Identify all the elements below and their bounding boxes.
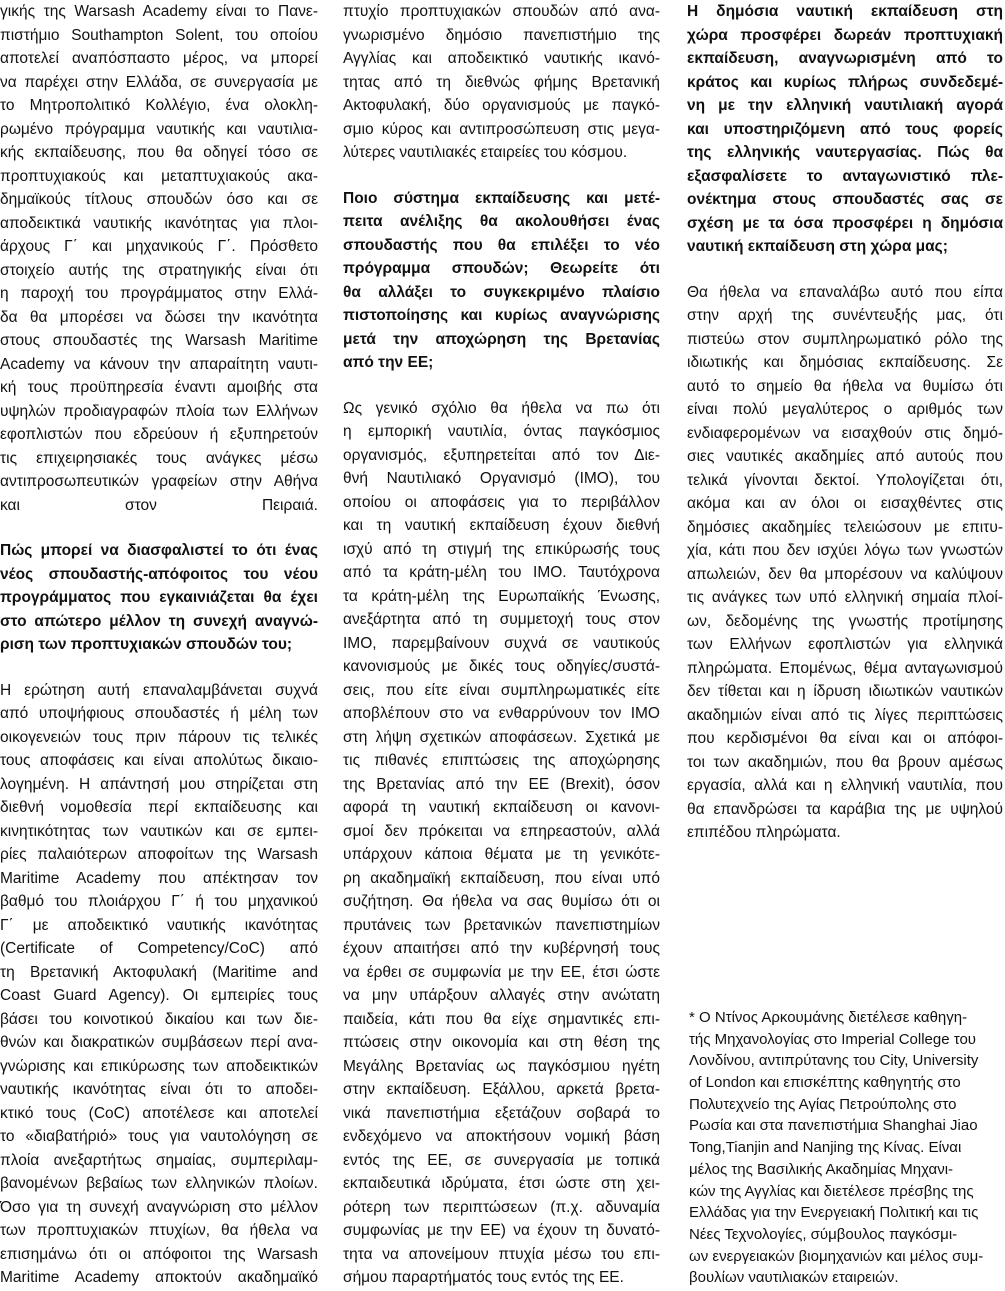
interview-question [687,0,1003,259]
answer-text-line: από υποψήφιους σπουδαστές ή μέλη των [0,705,318,722]
author-footnote-line: κών της Αγγλίας και διετέλεσε πρέσβης της [689,1182,974,1200]
interview-question-line: μετά την αποχώρηση της Βρετανίας [343,330,660,348]
answer-continued-text-line: στοιχείο αυτής της στρατηγικής είναι ότι [0,261,318,279]
answer-text-line: των προπτυχιακών πτυχίων, θα ήθελα να [0,1222,318,1239]
answer-continued-text-line: πιστήμιο Southampton Solent, του οποίου [0,26,318,44]
author-footnote-line: βουλίων ναυτιλιακών εταιρειών. [689,1269,899,1287]
answer-text-line: Θα ήθελα να επαναλάβω αυτό που είπα [687,283,1003,301]
answer-text-line: δημόσιες ακαδημίες τελειώσουν με επιτυ- [687,518,1003,536]
answer-text-line: ακόμα και αν όλοι οι εισαχθέντες στις [687,495,1003,512]
answer-text-line: πλοία ανεξαρτήτως σημαίας, συμπεριλαμ- [0,1151,318,1169]
answer-text-line: σήμου παραρτήματός τους εντός της ΕΕ. [343,1269,624,1286]
interview-question-line: πειτα ανέλιξης θα ακολουθήσει ένας [343,213,660,230]
answer-continued-text-line: αποτελεί αναπόσπαστο μέρος, να μπορεί [0,50,318,67]
answer-text-line: των Ελλήνων εφοπλιστών για ελληνικά [687,636,1003,653]
answer-text-line: τη Βρετανική Ακτοφυλακή (Maritime and [0,963,318,981]
answer-text-line: είναι πολύ μεγαλύτερος ο αριθμός των [687,401,1003,418]
answer-text-line: ανεξάρτητα από τη συμμετοχή τους στον [343,611,660,628]
interview-question-line: ναυτική εκπαίδευση στη χώρα μας; [687,238,948,255]
interview-question-line: χώρα προσφέρει δωρεάν προπτυχιακή [687,26,1003,44]
answer-text-line: οποίου οι αποφάσεις για το περιβάλλον [343,493,660,511]
author-footnote-line: * Ο Ντίνος Αρκουμάνης διετέλεσε καθηγη- [689,1009,968,1026]
answer-text-line: Ως γενικό σχόλιο θα ήθελα να πω ότι [343,399,660,417]
answer-text-line: τα κράτη-μέλη της Ευρωπαϊκής Ένωσης, [343,587,660,605]
interview-question-line: θα αλλάξει το συγκεκριμένο πλαίσιο [343,283,660,301]
answer-text-line: τις ανάγκες των υπό ελληνική σημαία πλοί- [687,589,1003,606]
answer-text-line: δεν τίθεται και η ίδρυση ιδιωτικών ναυτικών [687,683,1003,700]
answer-text-line: βανομένων βεβαίως των ελληνικών πλοίων. [0,1175,318,1192]
answer-text-line: Η ερώτηση αυτή επαναλαμβάνεται συχνά [0,681,318,699]
answer-text-line: ρότερη των περιπτώσεων (π.χ. αδυναμία [343,1198,660,1216]
answer-continued-text-line: λύτερες ναυτιλιακές εταιρείες του κόσμου. [343,144,628,161]
answer-text-line: υπάρχουν κάποια θέματα με τη γενικότε- [343,846,660,863]
answer-text-line: να έρθει σε συμφωνία με την ΕΕ, έτσι ώστε [343,963,660,981]
answer-text-line: σιες ναυτικές ακαδημίες από αυτούς που [687,448,1003,465]
answer-text [687,281,1003,845]
answer-text-line: απωλειών, δεν θα μπορέσουν να καλύψουν [687,565,1003,583]
answer-text-line: λογημένη. Η απάντησή μου στηρίζεται στη [0,775,318,793]
author-footnote-line: of London και επισκέπτης καθηγητής στο [689,1074,961,1092]
author-footnote-line: μέλος της Βασιλικής Ακαδημίας Μηχανι- [689,1160,954,1178]
answer-text-line: από τα κράτη-μέλη του IMO. Ταυτόχρονα [343,564,660,581]
left-column [0,0,318,1290]
answer-continued-text-line: αποδεικτικά ναυτικής ικανότητας για πλοι- [0,214,318,232]
answer-text-line: της Βρετανίας από την ΕΕ (Brexit), όσον [343,775,660,793]
answer-text-line: αφορά τη ναυτική εκπαίδευση οι κανονι- [343,799,660,816]
answer-continued-text-line: γνωρισμένο δημόσιο πανεπιστήμιο της [343,26,660,44]
interview-question-line: ριση των προπτυχιακών σπουδών του; [0,636,293,653]
answer-text-line: κινητικότητας των ναυτικών και σε εμπει- [0,822,318,840]
answer-text-line: η εμπορική ναυτιλία, όντας παγκόσμιος [343,423,660,440]
answer-text-line: Γ΄ με αποδεικτικό ναυτικής ικανότητας [0,916,318,934]
answer-text-line: ων, δεδομένης της γνωστής προτίμησης [687,612,1003,630]
answer-continued-text-line: προπτυχιακούς και μεταπτυχιακούς ακα- [0,167,318,185]
interview-question-line: κράτος και κυρίως πλήρως συνδεδεμέ- [687,73,1003,91]
answer-text-line: αυτό το σημείο θα ήθελα να θυμίσω ότι [687,377,1003,395]
answer-continued-text-line: Αγγλίας και αποδεικτικό ναυτικής ικανό- [343,50,660,67]
answer-continued-text-line: το Μητροπολιτικό Κολλέγιο, ένα ολοκλη- [0,97,318,114]
interview-question-line: εξασφαλίσετε το ανταγωνιστικό πλε- [687,167,1003,185]
answer-text-line: στην αρχή της συνέντευξής μας, ότι [687,307,1003,324]
answer-text-line: τελικά γίνονται δεκτοί. Υπολογίζεται ότι, [687,471,1003,489]
answer-text-line: Όσο για τη συνεχή αναγνώριση στο μέλλον [0,1198,318,1216]
answer-continued-text-line: ρωμένο πρόγραμμα ναυτικής και ναυτιλια- [0,120,318,138]
author-footnote-line: Πολυτεχνείο της Αγίας Πετρούπολης στο [689,1095,957,1113]
author-footnote-line: Ρωσία και στα πανεπιστήμια Shanghai Jiao [689,1117,978,1135]
answer-text-line: κτικό τους (CoC) αποτέλεσε και αποτελεί [0,1104,318,1122]
answer-text-line: χία, κάτι που δεν ισχύει λόγω των γνωστών [687,542,1003,559]
interview-question-line: Ποιο σύστημα εκπαίδευσης και μετέ- [343,189,660,207]
answer-text-line: πληρώματα. Επομένως, θέμα ανταγωνισμού [687,659,1003,677]
answer-continued-text-line: τητας από τη διεθνώς φήμης Βρετανική [343,73,660,91]
answer-text-line: να μην υπάρξουν αλλαγές στην ανώτατη [343,987,660,1004]
author-footnote-line: Νέες Τεχνολογίες, σύμβουλος παγκόσμι- [689,1225,958,1243]
answer-text-line: Coast Guard Agency). Οι εμπειρίες τους [0,987,318,1004]
answer-text-line: Maritime Academy που απέκτησαν τον [0,869,318,887]
answer-continued-text-line: τις επιχειρησιακές τους ανάγκες μέσω [0,449,318,467]
interview-question-line: νέος σπουδαστής-απόφοιτος του νέου [0,565,318,583]
answer-text-line: πρυτάνεις των βρετανικών πανεπιστημίων [343,916,660,934]
answer-text-line: τοι των ακαδημιών, που θα βρουν αμέσως [687,753,1003,771]
answer-continued-text-line: αντιπροσωπευτικών γραφείων στην Αθήνα [0,473,318,490]
answer-text-line: (Certificate of Competency/CoC) από [0,940,318,957]
answer-text-line: κανονισμούς με δικές τους οδηγίες/συστά- [343,658,660,675]
author-footnote-line: τής Μηχανολογίας στο Imperial College του [689,1030,977,1048]
answer-text-line: παιδεία, κάτι που θα είχε σημαντικές επι- [343,1010,660,1028]
answer-continued-text-line: στους σπουδαστές της Warsash Maritime [0,332,318,349]
answer-text-line: ναυτικής ικανότητας είναι ότι το αποδει- [0,1081,318,1098]
interview-question-line: και υποστηριζόμενη από τους φορείς [687,120,1003,138]
interview-question [343,187,660,375]
interview-question-line: προγράμματος που εγκαινιάζεται θα έχει [0,589,318,606]
answer-text-line: νικά πανεπιστήμια εξετάζουν σοβαρά το [343,1104,660,1122]
answer-text-line: εργασία, αλλά και η ελληνική ναυτιλία, που [687,777,1003,794]
answer-continued-text-line: η παροχή του προγράμματος στην Ελλά- [0,285,318,302]
interview-question-line: νη με την ελληνική ναυτιλιακή αγορά [687,97,1003,114]
answer-continued-text-line: άρχους Γ΄ και μηχανικούς Γ΄. Πρόσθετο [0,238,318,255]
answer-text-line: οργανισμός, εξυπηρετείται από τον Διε- [343,446,660,464]
answer-text-line: οικογενειών τους πριν πάρουν τις τελικές [0,728,318,746]
right-column [687,0,1003,845]
answer-text-line: IMO, παρεμβαίνουν συχνά σε ναυτικούς [343,634,660,652]
answer-continued-text-line: δα θα μπορέσει να δώσει την ικανότητα [0,308,318,326]
answer-text-line: στην εκπαίδευση. Εξάλλου, αρκετά βρετα- [343,1081,660,1098]
answer-text-line: ενδιαφερομένων να εισαχθούν στις δημό- [687,424,1003,442]
answer-text-line: πιστεύω στον συμπληρωματικό ρόλο της [687,330,1003,348]
answer-continued-text-line: πτυχίο προπτυχιακών σπουδών από ανα- [343,3,660,20]
answer-text-line: διεθνή νομοθεσία περί εκπαίδευσης και [0,799,318,816]
answer-text-line: ενδεχόμενο να αποκτήσουν νομική βάση [343,1128,660,1145]
answer-text-line: πτώσεις στην οικονομία και στη θέση της [343,1034,660,1051]
interview-question-line: Η δημόσια ναυτική εκπαίδευση στη [687,3,1003,20]
interview-question [0,539,318,657]
answer-text-line: βάσει του κοινοτικού δικαίου και των διε- [0,1010,318,1028]
author-footnote [689,1007,1005,1289]
answer-continued-text-line: κή τους προϋπηρεσία έναντι αμοιβής στα [0,379,318,396]
answer-continued-text-line: κής εκπαίδευσης, που θα οδηγεί τόσο σε [0,144,318,161]
answer-text-line: τους αποφάσεις και είναι απολύτως δικαιο- [0,752,318,769]
answer-text-line: επιπέδου πληρώματα. [687,824,841,841]
middle-column [343,0,660,1290]
interview-question-line: πρόγραμμα σπουδών; Θεωρείτε ότι [343,260,660,277]
answer-text-line: και τη ναυτική εκπαίδευση έχουν διεθνή [343,517,660,534]
answer-text-line: ιδιωτικής και δημόσιας εκπαίδευσης. Σε [687,354,1003,371]
answer-text-line: εκπαιδευτικά ιδρύματα, έτσι ώστε στη χει- [343,1175,660,1192]
answer-text-line: τις πιθανές επιπτώσεις της αποχώρησης [343,752,660,769]
answer-continued-text-line: εφοπλιστών που εδρεύουν ή εξυπηρετούν [0,426,318,443]
answer-text-line: θα επανδρώσει τα καράβια της με υψηλού [687,800,1003,818]
answer-text-line: γνώρισης και επικύρωσης των αποδεικτικών [0,1057,318,1075]
author-footnote-line: Λονδίνου, αντιπρύτανης του City, University [689,1052,979,1070]
answer-continued-text [0,0,318,517]
answer-text-line: το «διαβατήριό» τους για ναυτολόγηση σε [0,1128,318,1145]
answer-text-line: συμφωνίας με την ΕΕ) να έχουν τη δυνατό- [343,1222,660,1239]
answer-text-line: θνών και διακρατικών συμβάσεων περί ανα- [0,1034,318,1051]
answer-text-line: εντός της ΕΕ, σε συνεργασία με τοπικά [343,1151,660,1169]
answer-text-line: τητα να απονείμουν πτυχία μέσω του επι- [343,1245,660,1263]
interview-question-line: της ελληνικής ναυτεργασίας. Πώς θα [687,144,1003,161]
author-footnote-line: Ελλάδας για την Ενεργειακή Πολιτική και τις [689,1204,979,1222]
answer-text-line: ακαδημιών είναι από τις λίγες περιπτώσεις [687,706,1003,724]
interview-question-line: από την ΕΕ; [343,354,434,371]
answer-text [0,679,318,1290]
answer-text-line: αποβλέπουν στο να ενθαρρύνουν τον IMO [343,705,660,722]
author-footnote-line: Tong,Tianjin and Nanjing της Κίνας. Είναι [689,1139,962,1157]
answer-text-line: έχουν απαιτήσει από την κυβέρνησή τους [343,940,660,957]
answer-continued-text-line: και στον Πειραιά. [0,496,318,514]
answer-text-line: σεις, που είτε είναι συμπληρωματικές είτε [343,681,660,699]
interview-question-line: σχέση με τα όσα προσφέρει η δημόσια [687,214,1003,232]
answer-text-line: Μεγάλης Βρετανίας ως παγκόσμιου ηγέτη [343,1057,660,1075]
answer-text-line: ρη ακαδημαϊκή εκπαίδευση, που είναι υπό [343,869,660,887]
answer-text-line: που κερδισμένοι θα είναι και οι απόφοι- [687,730,1003,747]
interview-question-line: Πώς μπορεί να διασφαλιστεί το ότι ένας [0,542,318,559]
answer-continued-text-line: να παρέχει στην Ελλάδα, σε συνεργασία με [0,73,318,91]
answer-text [343,397,660,1290]
answer-text-line: ισχύ από τη στιγμή της επικύρωσής τους [343,540,660,558]
answer-text-line: ρίες παλαιότερων αποφοίτων της Warsash [0,846,318,863]
answer-text-line: βαθμό του πλοιάρχου Γ΄ ή του μηχανικού [0,893,318,910]
answer-continued-text-line: δημαϊκούς τίτλους σπουδών όσο και σε [0,191,318,208]
answer-continued-text-line: Ακτοφυλακή, δύο οργανισμούς με παγκό- [343,97,660,114]
answer-continued-text-line: γικής της Warsash Academy είναι το Πανε- [0,3,318,20]
answer-text-line: θνή Ναυτιλιακό Οργανισμό (IMO), του [343,470,660,487]
interview-question-line: στο απώτερο μέλλον τη συνεχή αναγνώ- [0,612,318,630]
answer-continued-text [343,0,660,165]
answer-text-line: Maritime Academy αποκτούν ακαδημαϊκό [0,1269,318,1286]
interview-question-line: ονέκτημα στους σπουδαστές σας σε [687,191,1003,208]
answer-text-line: επισημάνω ότι οι απόφοιτοι της Warsash [0,1245,318,1263]
answer-text-line: στη λήψη σχετικών αποφάσεων. Σχετικά με [343,728,660,746]
interview-question-line: πιστοποίησης και κυρίως αναγνώρισης [343,307,660,324]
answer-text-line: σμοί δεν πρόκειται να επηρεαστούν, αλλά [343,822,660,840]
answer-continued-text-line: υψηλών προδιαγραφών πλοία των Ελλήνων [0,402,318,420]
interview-question-line: εκπαίδευση, αναγνωρισμένη από το [687,50,1003,67]
author-footnote-line: ων ενεργειακών βιομηχανιών και μέλος συμ- [689,1247,984,1265]
answer-continued-text-line: σμιο κύρος και αντιπροσώπευση στις μεγα- [343,120,660,138]
answer-text-line: συζήτηση. Θα ήθελα να σας θυμίσω ότι οι [343,893,660,910]
answer-continued-text-line: Academy να κάνουν την απαραίτητη ναυτι- [0,355,318,373]
interview-question-line: σπουδαστής που θα επιλέξει το νέο [343,236,660,254]
